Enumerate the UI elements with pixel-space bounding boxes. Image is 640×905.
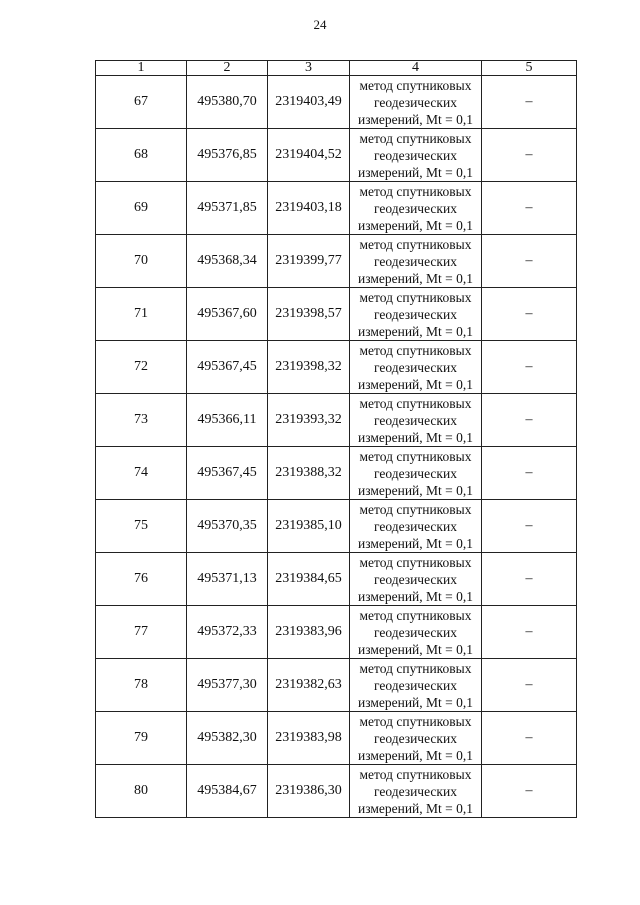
method-line: метод спутниковых [359, 77, 472, 93]
method-line: измерений, Mt = 0,1 [357, 323, 474, 339]
method-line: измерений, Mt = 0,1 [357, 429, 474, 445]
method-line: измерений, Mt = 0,1 [357, 535, 474, 551]
method-line: измерений, Mt = 0,1 [357, 800, 474, 816]
x-coordinate-cell: 495367,45 [187, 341, 268, 394]
header-row [96, 61, 577, 76]
table-row [96, 500, 577, 553]
method-line: геодезических [374, 306, 457, 322]
method-line: метод спутниковых [359, 448, 472, 464]
y-coordinate-cell: 2319388,32 [268, 447, 350, 500]
method-line: метод спутниковых [359, 607, 472, 623]
method-line: метод спутниковых [359, 130, 472, 146]
table-row [96, 235, 577, 288]
table-row [96, 659, 577, 712]
table-row [96, 129, 577, 182]
method-line: метод спутниковых [359, 660, 472, 676]
method-line: измерений, Mt = 0,1 [357, 270, 474, 286]
table-row [96, 447, 577, 500]
note-cell: – [482, 129, 577, 182]
method-line: метод спутниковых [359, 554, 472, 570]
y-coordinate-cell: 2319383,98 [268, 712, 350, 765]
method-line: измерений, Mt = 0,1 [357, 111, 474, 127]
method-line: геодезических [374, 412, 457, 428]
method-cell [350, 341, 482, 394]
note-cell: – [482, 553, 577, 606]
y-coordinate-cell: 2319384,65 [268, 553, 350, 606]
method-cell [350, 712, 482, 765]
table-header [96, 61, 577, 76]
note-cell: – [482, 765, 577, 818]
method-line: геодезических [374, 783, 457, 799]
method-line: измерений, Mt = 0,1 [357, 694, 474, 710]
table-row [96, 76, 577, 129]
point-number-cell: 73 [96, 394, 187, 447]
note-cell: – [482, 182, 577, 235]
point-number-cell: 71 [96, 288, 187, 341]
y-coordinate-cell: 2319399,77 [268, 235, 350, 288]
method-cell [350, 765, 482, 818]
method-line: геодезических [374, 571, 457, 587]
coordinates-table [95, 60, 577, 818]
note-cell: – [482, 394, 577, 447]
note-cell: – [482, 341, 577, 394]
method-line: измерений, Mt = 0,1 [357, 164, 474, 180]
point-number-cell: 70 [96, 235, 187, 288]
table-row [96, 553, 577, 606]
method-line: геодезических [374, 730, 457, 746]
method-line: геодезических [374, 465, 457, 481]
point-number-cell: 72 [96, 341, 187, 394]
table-row [96, 288, 577, 341]
y-coordinate-cell: 2319386,30 [268, 765, 350, 818]
column-header-4: 4 [350, 61, 482, 76]
point-number-cell: 74 [96, 447, 187, 500]
note-cell: – [482, 606, 577, 659]
method-line: метод спутниковых [359, 395, 472, 411]
y-coordinate-cell: 2319382,63 [268, 659, 350, 712]
table-row [96, 341, 577, 394]
x-coordinate-cell: 495376,85 [187, 129, 268, 182]
x-coordinate-cell: 495371,85 [187, 182, 268, 235]
note-cell: – [482, 500, 577, 553]
y-coordinate-cell: 2319404,52 [268, 129, 350, 182]
x-coordinate-cell: 495380,70 [187, 76, 268, 129]
method-line: метод спутниковых [359, 766, 472, 782]
method-line: геодезических [374, 253, 457, 269]
method-line: измерений, Mt = 0,1 [357, 376, 474, 392]
method-line: геодезических [374, 359, 457, 375]
table-row [96, 394, 577, 447]
method-line: геодезических [374, 94, 457, 110]
x-coordinate-cell: 495384,67 [187, 765, 268, 818]
table-row [96, 182, 577, 235]
method-line: измерений, Mt = 0,1 [357, 588, 474, 604]
method-cell [350, 394, 482, 447]
y-coordinate-cell: 2319393,32 [268, 394, 350, 447]
method-cell [350, 76, 482, 129]
point-number-cell: 69 [96, 182, 187, 235]
note-cell: – [482, 712, 577, 765]
note-cell: – [482, 659, 577, 712]
method-line: измерений, Mt = 0,1 [357, 482, 474, 498]
x-coordinate-cell: 495370,35 [187, 500, 268, 553]
x-coordinate-cell: 495382,30 [187, 712, 268, 765]
table-row [96, 712, 577, 765]
column-header-5: 5 [482, 61, 577, 76]
method-line: метод спутниковых [359, 183, 472, 199]
y-coordinate-cell: 2319403,49 [268, 76, 350, 129]
method-line: геодезических [374, 200, 457, 216]
method-line: геодезических [374, 147, 457, 163]
method-cell [350, 129, 482, 182]
method-line: геодезических [374, 518, 457, 534]
point-number-cell: 75 [96, 500, 187, 553]
x-coordinate-cell: 495366,11 [187, 394, 268, 447]
point-number-cell: 78 [96, 659, 187, 712]
y-coordinate-cell: 2319398,32 [268, 341, 350, 394]
column-header-2: 2 [187, 61, 268, 76]
point-number-cell: 80 [96, 765, 187, 818]
method-line: измерений, Mt = 0,1 [357, 747, 474, 763]
x-coordinate-cell: 495367,60 [187, 288, 268, 341]
y-coordinate-cell: 2319385,10 [268, 500, 350, 553]
note-cell: – [482, 288, 577, 341]
method-cell [350, 288, 482, 341]
method-line: метод спутниковых [359, 289, 472, 305]
method-cell [350, 553, 482, 606]
table-body [96, 76, 577, 818]
x-coordinate-cell: 495368,34 [187, 235, 268, 288]
x-coordinate-cell: 495367,45 [187, 447, 268, 500]
method-cell [350, 500, 482, 553]
method-line: измерений, Mt = 0,1 [357, 641, 474, 657]
note-cell: – [482, 447, 577, 500]
x-coordinate-cell: 495371,13 [187, 553, 268, 606]
method-line: метод спутниковых [359, 501, 472, 517]
method-line: геодезических [374, 624, 457, 640]
y-coordinate-cell: 2319403,18 [268, 182, 350, 235]
note-cell: – [482, 76, 577, 129]
method-cell [350, 659, 482, 712]
point-number-cell: 76 [96, 553, 187, 606]
y-coordinate-cell: 2319398,57 [268, 288, 350, 341]
point-number-cell: 68 [96, 129, 187, 182]
page-number: 24 [313, 17, 327, 32]
method-line: метод спутниковых [359, 713, 472, 729]
note-cell: – [482, 235, 577, 288]
point-number-cell: 77 [96, 606, 187, 659]
point-number-cell: 67 [96, 76, 187, 129]
table-row [96, 606, 577, 659]
y-coordinate-cell: 2319383,96 [268, 606, 350, 659]
method-line: измерений, Mt = 0,1 [357, 217, 474, 233]
column-header-1: 1 [96, 61, 187, 76]
method-line: метод спутниковых [359, 342, 472, 358]
point-number-cell: 79 [96, 712, 187, 765]
method-line: геодезических [374, 677, 457, 693]
x-coordinate-cell: 495372,33 [187, 606, 268, 659]
x-coordinate-cell: 495377,30 [187, 659, 268, 712]
method-cell [350, 447, 482, 500]
method-cell [350, 182, 482, 235]
method-cell [350, 606, 482, 659]
method-line: метод спутниковых [359, 236, 472, 252]
method-cell [350, 235, 482, 288]
table-row [96, 765, 577, 818]
column-header-3: 3 [268, 61, 350, 76]
